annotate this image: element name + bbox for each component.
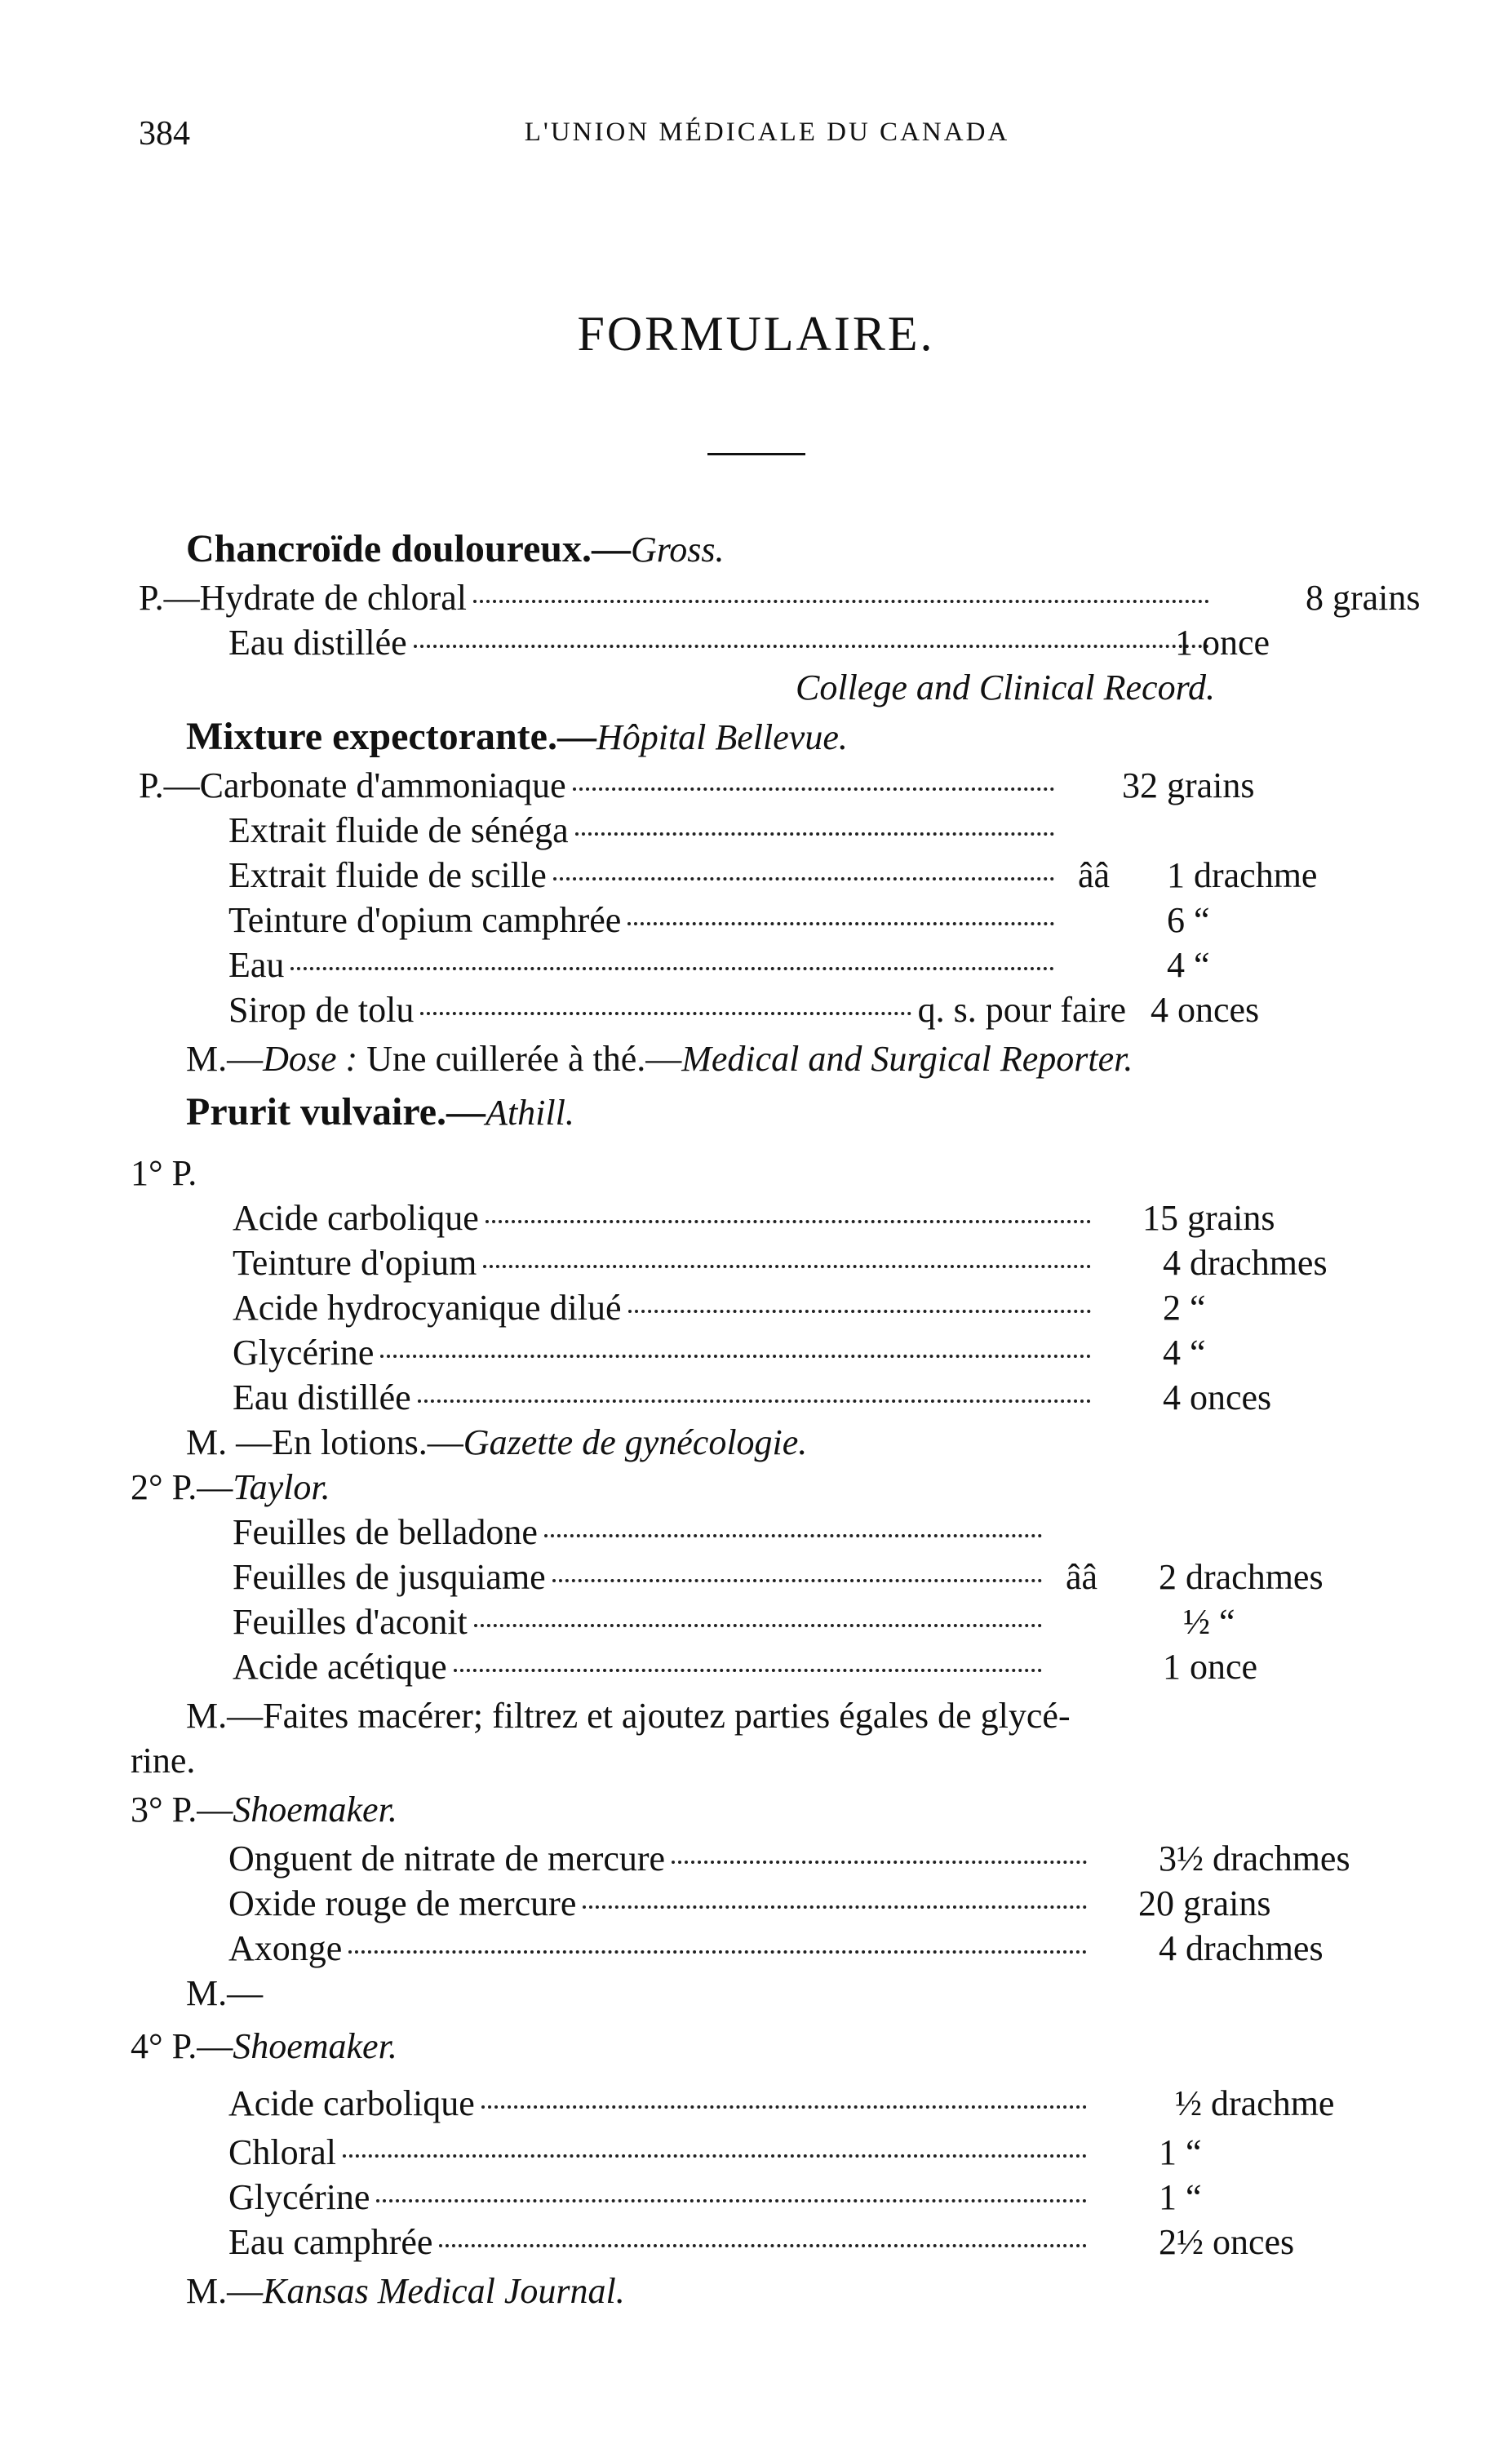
leader-dots [483, 1240, 1091, 1268]
leader-dots [553, 853, 1054, 881]
formula-author: Shoemaker. [233, 2026, 397, 2066]
ingredient-amount: 2½ onces [1159, 2222, 1295, 2262]
leader-dots [439, 2220, 1087, 2247]
ingredient-row [228, 898, 1210, 943]
ingredient-qty [1061, 943, 1110, 988]
ingredient-name: Oxide rouge de mercure [228, 1883, 577, 1923]
ingredient-name: Eau distillée [233, 1377, 411, 1417]
ingredient-amount: 3½ drachmes [1159, 1839, 1350, 1879]
dose-line [186, 1036, 1133, 1082]
ingredient-name: Eau [228, 945, 285, 985]
leader-dots [583, 1881, 1087, 1909]
ingredient-row [233, 1195, 1275, 1241]
leader-dots [473, 575, 1209, 603]
section-title: Chancroïde douloureux.— [186, 527, 631, 570]
ingredient-row [228, 1926, 1324, 1972]
source-citation: Medical and Surgical Reporter. [681, 1039, 1133, 1079]
ingredient-amount: 4 drachmes [1159, 1928, 1324, 1968]
section-author: Gross. [631, 530, 725, 570]
ingredient-qty: ââ [1065, 1557, 1097, 1597]
leader-dots [672, 1836, 1087, 1864]
ingredient-name: Eau distillée [228, 623, 407, 663]
page-number: 384 [139, 115, 190, 153]
ingredient-row [228, 943, 1210, 988]
ingredient-row [233, 1240, 1328, 1286]
ingredient-qty [1061, 808, 1110, 854]
ingredient-amount: 1 once [1175, 623, 1270, 663]
leader-dots [343, 2130, 1087, 2158]
ingredient-name: Feuilles de belladone [233, 1512, 538, 1552]
leader-dots [474, 1599, 1042, 1627]
mix-text: M. —En lotions.— [186, 1422, 463, 1462]
ingredient-row [228, 1836, 1350, 1882]
mix-line [186, 1420, 807, 1466]
leader-dots [290, 943, 1054, 970]
ingredient-row [228, 1881, 1271, 1927]
ingredient-row [139, 763, 1255, 809]
ingredient-amount: 1 “ [1159, 2177, 1202, 2217]
formula-label [131, 1787, 397, 1833]
section-heading-prurit [186, 1089, 574, 1135]
leader-dots [454, 1644, 1042, 1672]
ingredient-name: Glycérine [233, 1333, 375, 1373]
ingredient-name: Feuilles de jusquiame [233, 1557, 546, 1597]
ingredient-amount: 4 drachmes [1163, 1243, 1328, 1283]
ingredient-name: Feuilles d'aconit [233, 1602, 468, 1642]
section-heading-chancroide [186, 526, 725, 572]
ingredient-name: Axonge [228, 1928, 343, 1968]
section-author: Athill. [486, 1093, 574, 1133]
leader-dots [418, 1375, 1091, 1403]
ingredient-name: Glycérine [228, 2177, 370, 2217]
ingredient-name: Acide acétique [233, 1647, 447, 1687]
leader-dots [376, 2175, 1087, 2202]
ingredient-name: P.—Hydrate de chloral [139, 578, 467, 618]
ingredient-qty [1216, 575, 1265, 621]
ingredient-row [233, 1510, 1097, 1555]
ingredient-name: Extrait fluide de sénéga [228, 810, 569, 850]
ingredient-row [233, 1375, 1272, 1421]
ingredient-name: P.—Carbonate d'ammoniaque [139, 765, 566, 805]
source-citation: Gazette de gynécologie. [463, 1422, 808, 1462]
mix-line [186, 2269, 625, 2314]
ingredient-amount: 1 once [1163, 1647, 1258, 1687]
ingredient-name: Chloral [228, 2132, 336, 2172]
leader-dots [348, 1926, 1087, 1954]
ingredient-amount: 20 grains [1138, 1883, 1271, 1923]
page-header [139, 114, 1395, 155]
formula-author: Shoemaker. [233, 1790, 397, 1830]
ingredient-name: Acide carbolique [228, 2083, 475, 2123]
ingredient-amount: ½ drachme [1175, 2083, 1335, 2123]
ingredient-name: Onguent de nitrate de mercure [228, 1839, 666, 1879]
ingredient-qty [1049, 1510, 1097, 1555]
formula-number: 2° P.— [131, 1467, 233, 1507]
ingredient-row [233, 1599, 1235, 1645]
leader-dots [380, 1330, 1091, 1358]
ingredient-row [228, 2081, 1335, 2127]
leader-dots [552, 1555, 1042, 1582]
ingredient-row [228, 987, 1260, 1033]
ingredient-qty [1061, 898, 1110, 943]
ingredient-qty [1049, 1599, 1097, 1645]
leader-dots [414, 620, 1209, 648]
ingredient-name: Acide carbolique [233, 1198, 479, 1238]
ingredient-row [233, 1285, 1206, 1331]
formula-label: 1° P. [131, 1153, 197, 1193]
leader-dots [544, 1510, 1042, 1537]
ingredient-amount: 4 “ [1163, 1333, 1206, 1373]
ingredient-name: Acide hydrocyanique dilué [233, 1288, 622, 1328]
ingredient-name: Teinture d'opium camphrée [228, 900, 622, 940]
leader-dots [420, 987, 911, 1015]
ingredient-amount: 1 “ [1159, 2132, 1202, 2172]
ingredient-row [233, 1555, 1324, 1600]
ingredient-row [228, 808, 1110, 854]
leader-dots [486, 1195, 1091, 1223]
ingredient-qty: ââ [1077, 855, 1110, 895]
ingredient-amount: 6 “ [1167, 900, 1210, 940]
leader-dots [628, 1285, 1091, 1313]
ingredient-amount: 8 grains [1306, 578, 1421, 618]
formula-number: 3° P.— [131, 1790, 233, 1830]
ingredient-row [228, 2175, 1202, 2220]
dose-label: Dose : [263, 1039, 358, 1079]
section-title: Mixture expectorante.— [186, 715, 596, 758]
title-divider [707, 453, 805, 455]
dose-text: Une cuillerée à thé.— [357, 1039, 682, 1079]
formula-number: 4° P.— [131, 2026, 233, 2066]
source-citation: Kansas Medical Journal. [263, 2271, 625, 2311]
section-author: Hôpital Bellevue. [596, 717, 848, 757]
ingredient-amount: 1 drachme [1167, 855, 1318, 895]
mix-line: M.— [186, 1973, 264, 2013]
ingredient-amount: 2 “ [1163, 1288, 1206, 1328]
ingredient-name: Teinture d'opium [233, 1243, 477, 1283]
section-heading-mixture [186, 714, 848, 760]
ingredient-amount: 4 onces [1151, 990, 1260, 1030]
page-title: FORMULAIRE. [577, 307, 935, 361]
mix-line-continued: rine. [131, 1741, 196, 1781]
source-citation: College and Clinical Record. [796, 668, 1216, 708]
ingredient-amount: ½ “ [1183, 1602, 1235, 1642]
leader-dots [573, 763, 1054, 791]
ingredient-row [233, 1330, 1206, 1376]
leader-dots [627, 898, 1054, 925]
running-title: L'UNION MÉDICALE DU CANADA [524, 118, 1010, 147]
mix-prefix: M.— [186, 1039, 264, 1079]
ingredient-name: Extrait fluide de scille [228, 855, 547, 895]
ingredient-qty: q. s. pour faire [917, 990, 1126, 1030]
ingredient-qty [1061, 763, 1110, 809]
ingredient-row [139, 575, 1421, 621]
ingredient-amount: 15 grains [1142, 1198, 1275, 1238]
ingredient-amount: 2 drachmes [1159, 1557, 1324, 1597]
ingredient-row [228, 620, 1270, 666]
ingredient-qty [1049, 1644, 1097, 1690]
leader-dots [575, 808, 1054, 836]
ingredient-row [228, 853, 1318, 898]
formula-label [131, 1465, 330, 1510]
ingredient-amount: 4 “ [1167, 945, 1210, 985]
mix-prefix: M.— [186, 2271, 264, 2311]
formula-author: Taylor. [233, 1467, 330, 1507]
ingredient-row [228, 2130, 1202, 2176]
ingredient-amount: 32 grains [1122, 765, 1255, 805]
ingredient-row [233, 1644, 1258, 1690]
section-title: Prurit vulvaire.— [186, 1090, 486, 1133]
ingredient-name: Sirop de tolu [228, 990, 415, 1030]
leader-dots [481, 2081, 1087, 2109]
ingredient-row [228, 2220, 1295, 2265]
formula-label [131, 2024, 397, 2069]
mix-line: M.—Faites macérer; filtrez et ajoutez parties égales de glycé- [186, 1696, 1071, 1736]
ingredient-amount: 4 onces [1163, 1377, 1272, 1417]
ingredient-name: Eau camphrée [228, 2222, 433, 2262]
